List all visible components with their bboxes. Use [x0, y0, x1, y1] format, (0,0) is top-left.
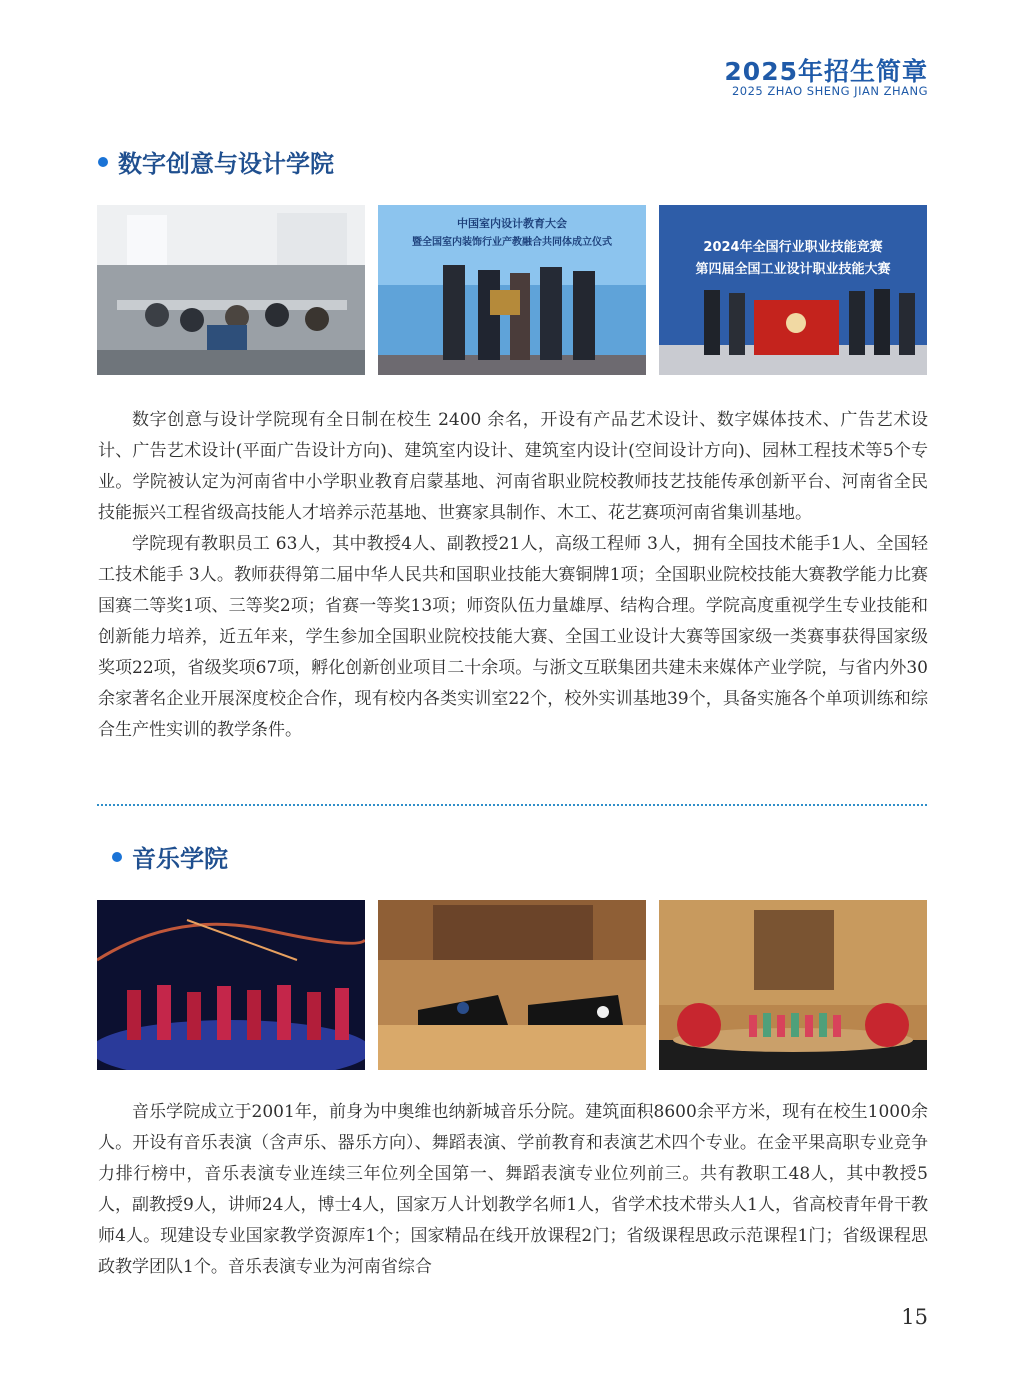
photo-choir-stage	[659, 900, 927, 1070]
photo-skills-competition	[659, 205, 927, 375]
brochure-subtitle: 2025 ZHAO SHENG JIAN ZHANG	[731, 84, 928, 98]
section-design-body	[98, 405, 928, 746]
bullet-dot-icon	[112, 852, 122, 862]
section-music-body	[98, 1097, 928, 1283]
brochure-title: 2025年招生简章	[724, 57, 928, 86]
photo-dance-performance	[97, 900, 365, 1070]
section-heading-design	[98, 144, 334, 179]
photo-design-conference	[378, 205, 646, 375]
banner-line-1: 2024年全国行业职业技能竞赛	[703, 240, 883, 255]
paragraph: 学院现有教职员工 63人，其中教授4人、副教授21人，高级工程师 3人，拥有全国技术能手1人、全国轻工技术能手 3人。教师获得第二届中华人民共和国职业技能大赛铜牌1项；全国职业院校技能大赛教学能力比赛国赛二等奖1项、三等奖2项；省赛一等奖13项；师资队伍力量雄厚、结构合理。学院高度重视学生专业技能和创新能力培养，近五年来，学生参加全国职业院校技能大赛、全国工业设计大赛等国家级一类赛事获得国家级奖项22项，省级奖项67项，孵化创新创业项目二十余项。与浙文互联集团共建未来媒体产业学院，与省内外30余家著名企业开展深度校企合作，现有校内各类实训室22个，校外实训基地39个，具备实施各个单项训练和综合生产性实训的教学条件。	[98, 534, 928, 740]
banner-line-2: 暨全国室内装饰行业产教融合共同体成立仪式	[412, 237, 612, 248]
paragraph: 数字创意与设计学院现有全日制在校生 2400 余名，开设有产品艺术设计、数字媒体技术、广告艺术设计、广告艺术设计(平面广告设计方向)、建筑室内设计、建筑室内设计(空间设计方向)、园林工程技术等5个专业。学院被认定为河南省中小学职业教育启蒙基地、河南省职业院校教师技艺技能传承创新平台、河南省全民技能振兴工程省级高技能人才培养示范基地、世赛家具制作、木工、花艺赛项河南省集训基地。	[98, 410, 928, 523]
bullet-dot-icon	[98, 157, 108, 167]
banner-line-2: 第四届全国工业设计职业技能大赛	[695, 262, 891, 277]
photo-concert-hall-piano	[378, 900, 646, 1070]
paragraph: 音乐学院成立于2001年，前身为中奥维也纳新城音乐分院。建筑面积8600余平方米，现有在校生1000余人。开设有音乐表演（含声乐、器乐方向）、舞蹈表演、学前教育和表演艺术四个专业。在金平果高职专业竞争力排行榜中，音乐表演专业连续三年位列全国第一、舞蹈表演专业位列前三。共有教职工48人，其中教授5人，副教授9人，讲师24人，博士4人，国家万人计划教学名师1人，省学术技术带头人1人，省高校青年骨干教师4人。现建设专业国家教学资源库1个；国家精品在线开放课程2门；省级课程思政示范课程1门；省级课程思政教学团队1个。音乐表演专业为河南省综合	[98, 1102, 928, 1277]
banner-line-1: 中国室内设计教育大会	[457, 217, 567, 230]
photo-row-design	[97, 205, 927, 375]
photo-row-music	[97, 900, 927, 1070]
section-divider	[97, 804, 927, 806]
page-number: 15	[901, 1305, 928, 1329]
section-heading-text: 音乐学院	[132, 845, 228, 873]
photo-computer-lab	[97, 205, 365, 375]
section-heading-text: 数字创意与设计学院	[118, 150, 334, 178]
section-heading-music	[112, 839, 228, 874]
